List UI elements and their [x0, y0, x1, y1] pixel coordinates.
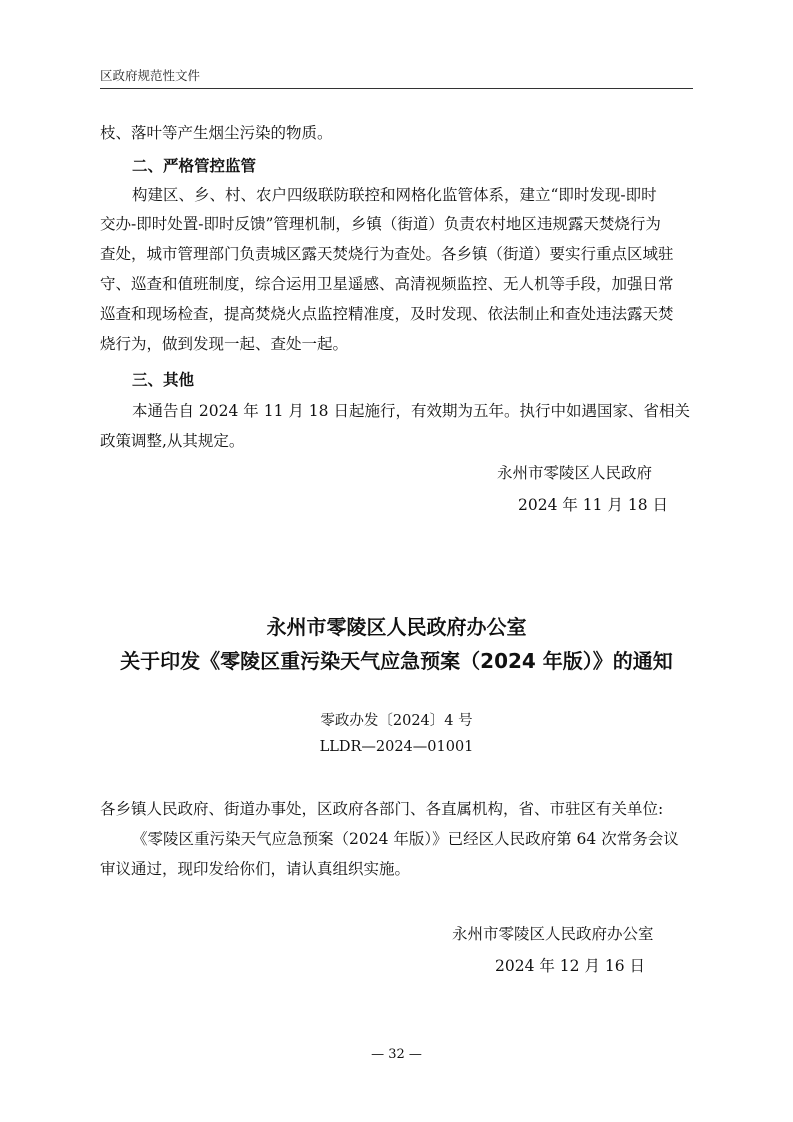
section-2-line-4: 守、巡查和值班制度，综合运用卫星遥感、高清视频监控、无人机等手段，加强日常	[100, 275, 674, 293]
document-number: 零政办发〔2024〕4 号	[320, 713, 473, 729]
signature-organization: 永州市零陵区人民政府	[497, 464, 653, 482]
notice-title-line-2: 关于印发《零陵区重污染天气应急预案（2024 年版）》的通知	[120, 649, 673, 673]
notice-signature-date: 2024 年 12 月 16 日	[495, 957, 646, 975]
section-2-line-2: 交办-即时处置-即时反馈”管理机制，乡镇（街道）负责农村地区违规露天焚烧行为	[100, 215, 661, 233]
registration-number: LLDR—2024—01001	[319, 739, 474, 755]
signature-date: 2024 年 11 月 18 日	[518, 496, 669, 514]
notice-body-line-1: 《零陵区重污染天气应急预案（2024 年版）》已经区人民政府第 64 次常务会议	[132, 830, 679, 848]
notice-title-line-1: 永州市零陵区人民政府办公室	[266, 615, 527, 639]
paragraph-continued-line: 枝、落叶等产生烟尘污染的物质。	[100, 124, 333, 142]
page-number: — 32 —	[371, 1047, 422, 1062]
recipients-line: 各乡镇人民政府、街道办事处，区政府各部门、各直属机构，省、市驻区有关单位:	[100, 800, 664, 818]
section-3-line-1: 本通告自 2024 年 11 月 18 日起施行，有效期为五年。执行中如遇国家、省相关	[132, 402, 690, 420]
header-divider	[100, 88, 693, 89]
notice-signature-organization: 永州市零陵区人民政府办公室	[452, 925, 654, 943]
section-2-line-5: 巡查和现场检查，提高焚烧火点监控精准度，及时发现、依法制止和查处违法露天焚	[100, 305, 674, 323]
section-2-line-6: 烧行为，做到发现一起、查处一起。	[100, 335, 349, 353]
notice-body-line-2: 审议通过，现印发给你们，请认真组织实施。	[100, 860, 411, 878]
section-2-heading: 二、严格管控监管	[132, 157, 257, 175]
section-2-line-1: 构建区、乡、村、农户四级联防联控和网格化监管体系，建立“即时发现-即时	[132, 186, 657, 204]
section-3-line-2: 政策调整,从其规定。	[100, 432, 245, 450]
section-3-heading: 三、其他	[132, 371, 195, 389]
section-2-line-3: 查处，城市管理部门负责城区露天焚烧行为查处。各乡镇（街道）要实行重点区域驻	[100, 245, 674, 263]
running-header: 区政府规范性文件	[100, 68, 201, 83]
